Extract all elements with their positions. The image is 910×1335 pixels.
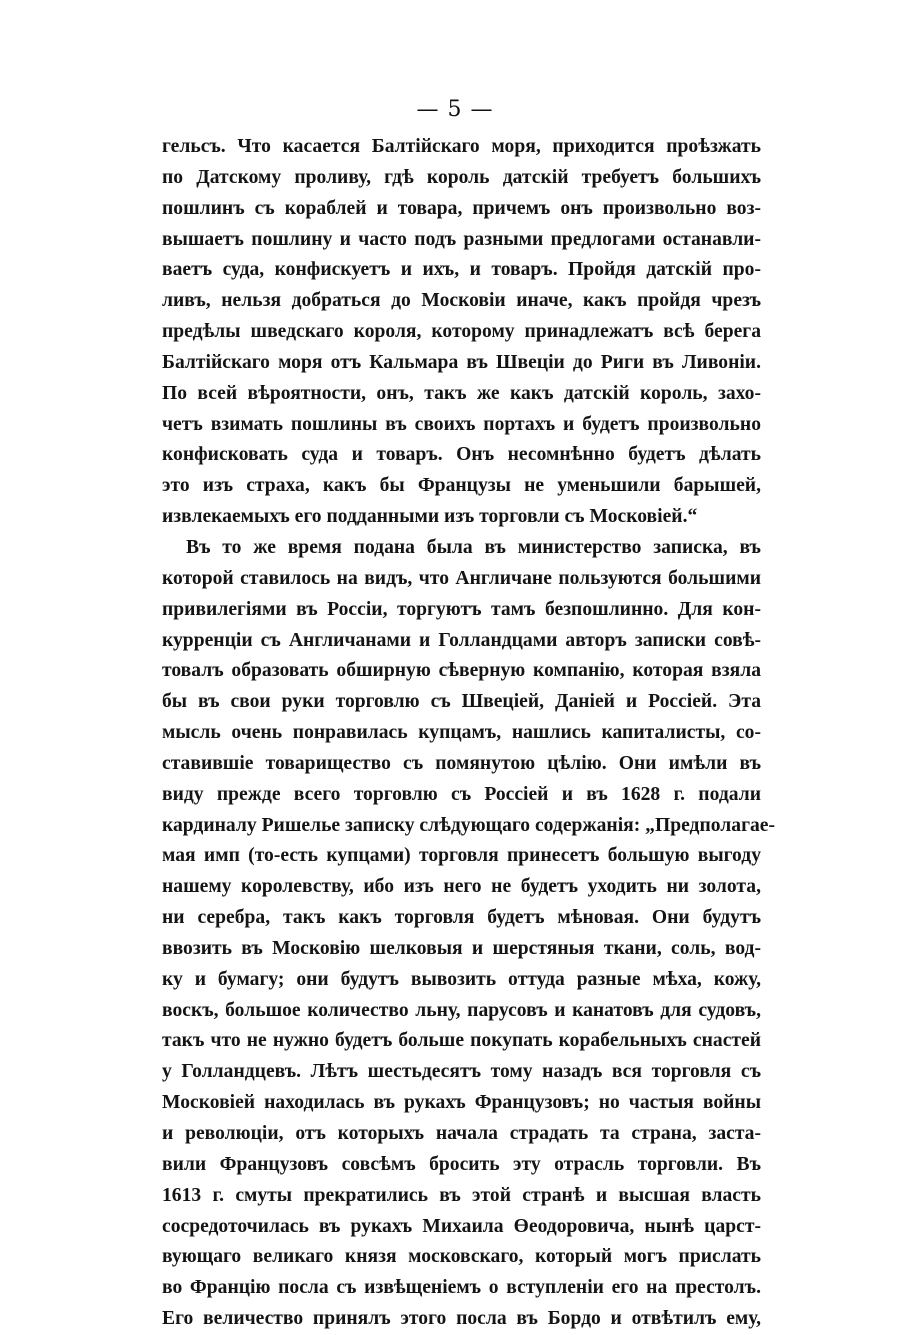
text-line: и революціи, отъ которыхъ начала страдать та страна, заста-	[162, 1123, 761, 1144]
text-line: нашему королевству, ибо изъ него не будетъ уходить ни золота,	[162, 876, 761, 898]
text-line: вующаго великаго князя московскаго, который могъ прислать	[162, 1246, 761, 1268]
text-line: вили Французовъ совсѣмъ бросить эту отрасль торговли. Въ	[162, 1153, 761, 1175]
text-line: ставившіе товарищество съ помянутою цѣлію. Они имѣли въ	[162, 752, 761, 774]
text-line: ваетъ суда, конфискуетъ и ихъ, и товаръ. Пройдя датскій про-	[162, 259, 761, 281]
text-line: у Голландцевъ. Лѣтъ шестьдесятъ тому назадъ вся торговля съ	[162, 1061, 761, 1083]
text-line: пошлинъ съ кораблей и товара, причемъ онъ произвольно воз-	[162, 197, 761, 219]
text-line: четъ взимать пошлины въ своихъ портахъ и будетъ произвольно	[162, 413, 761, 435]
text-line: во Францію посла съ извѣщеніемъ о вступленіи его на престолъ.	[162, 1277, 761, 1299]
text-line: гельсъ. Что касается Балтійскаго моря, приходится проѣзжать	[162, 136, 761, 157]
text-line: ку и бумагу; они будутъ вывозить оттуда разные мѣха, кожу,	[162, 968, 761, 990]
text-line: по Датскому проливу, гдѣ король датскій требуетъ большихъ	[162, 166, 761, 188]
text-line: сосредоточилась въ рукахъ Михаила Өеодоровича, нынѣ царст-	[162, 1215, 761, 1237]
text-line: такъ что не нужно будетъ больше покупать корабельныхъ снастей	[162, 1030, 761, 1052]
text-line: воскъ, большое количество льну, парусовъ и канатовъ для судовъ,	[162, 999, 761, 1021]
text-line: мая имп (то-есть купцами) торговля принесетъ большую выгоду	[162, 845, 761, 867]
text-line: предѣлы шведскаго короля, которому принадлежатъ всѣ берега	[162, 321, 761, 343]
text-line: конфисковать суда и товаръ. Онъ несомнѣнно будетъ дѣлать	[162, 444, 761, 466]
text-line: 1613 г. смуты прекратились въ этой странѣ и высшая власть	[162, 1184, 761, 1206]
text-line: Балтійскаго моря отъ Кальмара въ Швеціи до Риги въ Ливоніи.	[162, 351, 761, 373]
text-line: извлекаемыхъ его подданными изъ торговли съ Московіей.“	[162, 506, 698, 528]
text-line: привилегіями въ Россіи, торгуютъ тамъ безпошлинно. Для кон-	[162, 598, 761, 620]
text-line: ливъ, нельзя добраться до Московіи иначе, какъ пройдя чрезъ	[162, 290, 761, 312]
text-line: Въ то же время подана была въ министерство записка, въ	[186, 536, 761, 558]
page-number: — 5 —	[416, 97, 494, 122]
text-line: товалъ образовать обширную сѣверную компанію, которая взяла	[162, 660, 761, 682]
text-line: виду прежде всего торговлю съ Россіей и въ 1628 г. подали	[162, 783, 761, 805]
text-line: Московіей находилась въ рукахъ Французовъ; но частыя войны	[162, 1092, 761, 1114]
text-line: бы въ свои руки торговлю съ Швеціей, Даніей и Россіей. Эта	[162, 691, 761, 713]
text-line: ввозить въ Московію шелковыя и шерстяныя ткани, соль, вод-	[162, 937, 761, 959]
text-line: курренціи съ Англичанами и Голландцами авторъ записки совѣ-	[162, 629, 761, 651]
text-line: вышаетъ пошлину и часто подъ разными предлогами останавли-	[162, 228, 761, 250]
text-line: ни серебра, такъ какъ торговля будетъ мѣновая. Они будутъ	[162, 907, 761, 929]
text-line: которой ставилось на видъ, что Англичане пользуются большими	[162, 567, 761, 589]
text-line: Его величество принялъ этого посла въ Бордо и отвѣтилъ ему,	[162, 1308, 761, 1330]
body-text	[162, 132, 776, 1335]
text-line: кардиналу Ришелье записку слѣдующаго содержанія: „Предполагае-	[162, 814, 776, 836]
text-line: По всей вѣроятности, онъ, такъ же какъ датскій король, захо-	[162, 382, 761, 404]
text-line: мысль очень понравилась купцамъ, нашлись капиталисты, со-	[162, 722, 761, 744]
text-line: это изъ страха, какъ бы Французы не уменьшили барышей,	[162, 475, 761, 497]
